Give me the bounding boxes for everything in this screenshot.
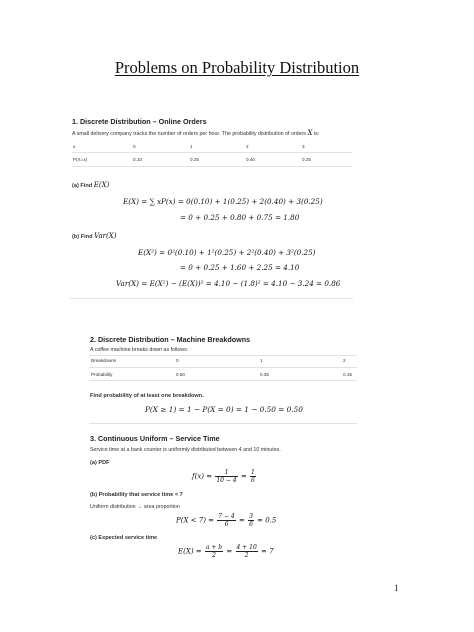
second-moment-line-2: = 0 + 0.25 + 1.60 + 2.25 = 4.10 bbox=[180, 263, 300, 272]
table-cell: 0.50 bbox=[176, 372, 185, 377]
table-header-cell: 1 bbox=[260, 358, 263, 363]
table-cell: P(X=x) bbox=[73, 157, 88, 162]
table-cell: 0.40 bbox=[246, 157, 255, 162]
part-b-note: Uniform distribution → area proportion bbox=[90, 504, 180, 510]
section-2-intro: A coffee machine breaks down as follows: bbox=[90, 347, 189, 353]
table-cell: 0.15 bbox=[343, 372, 352, 377]
table-cell: 0.10 bbox=[133, 157, 142, 162]
table-header-cell: 0 bbox=[176, 358, 179, 363]
table-divider bbox=[89, 367, 357, 368]
pdf-formula: f(x) = $\frac{1}{10 - 4}$ = $\frac{1}{6}$ bbox=[192, 469, 255, 484]
table-cell: 0.25 bbox=[190, 157, 199, 162]
table-divider bbox=[89, 380, 357, 381]
part-a-label: (a) PDF bbox=[90, 460, 110, 466]
variance-line: Var(X) = E(X²) − (E(X))² = 4.10 − (1.8)² = 4.10 − 3.24 = 0.86 bbox=[116, 279, 341, 288]
part-a-label: (a) Find E(X) bbox=[72, 181, 110, 189]
table-cell: 0.25 bbox=[302, 157, 311, 162]
expectation-line-2: = 0 + 0.25 + 0.80 + 0.75 = 1.80 bbox=[180, 213, 300, 222]
probability-formula: P(X < 7) = $\frac{7 - 4}{6}$ = $\frac{3}{6}$ = 0.5 bbox=[176, 513, 277, 528]
section-divider bbox=[89, 423, 357, 424]
section-1-heading: 1. Discrete Distribution – Online Orders bbox=[72, 117, 207, 126]
section-2-answer: P(X ≥ 1) = 1 − P(X = 0) = 1 − 0.50 = 0.50 bbox=[145, 405, 303, 414]
second-moment-line-1: E(X²) = 0²(0.10) + 1²(0.25) + 2²(0.40) + 3²(0.25) bbox=[138, 248, 316, 257]
section-3-heading: 3. Continuous Uniform – Service Time bbox=[90, 434, 220, 443]
table-divider bbox=[72, 152, 352, 153]
section-2-heading: 2. Discrete Distribution – Machine Breakdowns bbox=[90, 335, 251, 344]
section-1-intro: A small delivery company tracks the number of orders per hour. The probability distribution of orders X is: bbox=[72, 129, 320, 137]
table-cell: 0.35 bbox=[260, 372, 269, 377]
table-header-cell: 2 bbox=[246, 144, 249, 149]
table-header-cell: 3 bbox=[302, 144, 305, 149]
part-b-label: (b) Probability that service time < 7 bbox=[90, 492, 183, 498]
section-divider bbox=[70, 298, 353, 299]
table-header-cell: 2 bbox=[343, 358, 346, 363]
expected-time-formula: E(X) = $\frac{a + b}{2}$ = $\frac{4 + 10}{2}$ = 7 bbox=[178, 544, 274, 559]
part-b-label: (b) Find Var(X) bbox=[72, 232, 117, 240]
part-c-label: (c) Expected service time bbox=[90, 535, 158, 541]
table-header-cell: 1 bbox=[190, 144, 193, 149]
table-cell: Probability bbox=[91, 372, 113, 377]
expectation-line-1: E(X) = ∑ xP(x) = 0(0.10) + 1(0.25) + 2(0.40) + 3(0.25) bbox=[123, 197, 323, 206]
section-2-question: Find probability of at least one breakdown. bbox=[90, 393, 204, 399]
table-divider bbox=[89, 355, 357, 356]
page-title: Problems on Probability Distribution bbox=[114, 58, 360, 77]
table-divider bbox=[72, 166, 352, 167]
table-header-cell: 0 bbox=[133, 144, 136, 149]
table-header-cell: Breakdowns bbox=[91, 358, 117, 363]
section-3-intro: Service time at a bank counter is uniformly distributed between 4 and 10 minutes. bbox=[90, 447, 281, 453]
table-header-cell: x bbox=[73, 144, 76, 149]
page-number: 1 bbox=[394, 583, 399, 593]
